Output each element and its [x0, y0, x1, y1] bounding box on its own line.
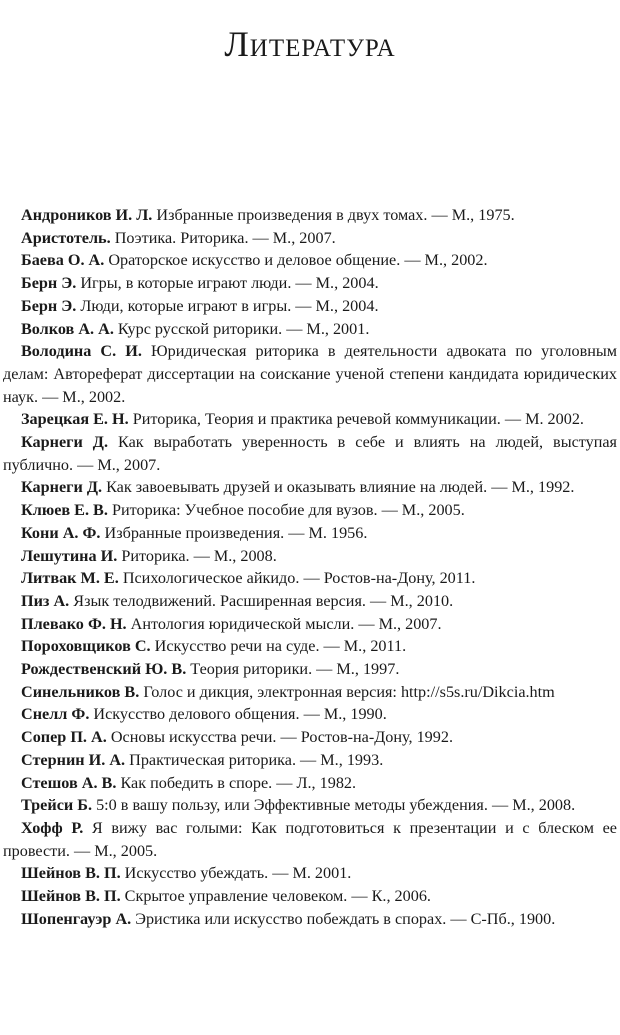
reference-item: [3, 635, 617, 658]
reference-text: Игры, в которые играют люди. — М., 2004.: [80, 274, 379, 293]
reference-author: Стернин И. А.: [21, 750, 126, 769]
reference-author: Аристотель.: [21, 228, 111, 247]
reference-text: 5:0 в вашу пользу, или Эффективные методы убеждения. — М., 2008.: [96, 796, 576, 815]
reference-item: [3, 227, 617, 250]
reference-text: Риторика, Теория и практика речевой коммуникации. — М. 2002.: [132, 410, 584, 429]
reference-author: Сопер П. А.: [21, 728, 107, 747]
reference-text: Юридическая риторика в деятельности адвоката по уголовным делам: Автореферат диссертации на соискание ученой степени кандидата юридических наук. — М., 2002.: [3, 342, 617, 406]
reference-text: Избранные произведения в двух томах. — М., 1975.: [156, 206, 515, 224]
reference-item: [3, 476, 617, 499]
reference-text: Риторика: Учебное пособие для вузов. — М., 2005.: [111, 501, 465, 520]
reference-text: Скрытое управление человеком. — К., 2006.: [124, 887, 431, 906]
reference-author: Пиз А.: [21, 591, 70, 610]
reference-item: [3, 295, 617, 318]
reference-list: [3, 204, 617, 931]
page-title: Литература: [224, 24, 396, 64]
reference-item: [3, 681, 617, 704]
reference-item: [3, 908, 617, 931]
reference-item: [3, 340, 617, 408]
reference-item: [3, 499, 617, 522]
reference-item: [3, 749, 617, 772]
reference-item: [3, 794, 617, 817]
reference-item: [3, 862, 617, 885]
reference-text: Я вижу вас голыми: Как подготовиться к презентации и с блеском ее провести. — М., 2005.: [3, 818, 617, 860]
reference-author: Клюев Е. В.: [21, 501, 108, 520]
reference-text: Риторика. — М., 2008.: [121, 546, 277, 565]
reference-author: Баева О. А.: [21, 251, 105, 270]
reference-author: Карнеги Д.: [21, 478, 103, 497]
reference-text: Искусство убеждать. — М. 2001.: [124, 864, 352, 883]
reference-author: Кони А. Ф.: [21, 523, 101, 542]
reference-item: [3, 703, 617, 726]
reference-text: Как завоевывать друзей и оказывать влияние на людей. — М., 1992.: [106, 478, 575, 497]
reference-author: Шопенгауэр А.: [21, 909, 132, 928]
reference-item: [3, 658, 617, 681]
reference-item: [3, 545, 617, 568]
reference-author: Шейнов В. П.: [21, 887, 121, 906]
reference-text: Ораторское искусство и деловое общение. — М., 2002.: [108, 251, 488, 270]
reference-text: Как победить в споре. — Л., 1982.: [120, 773, 357, 792]
reference-text: Поэтика. Риторика. — М., 2007.: [114, 228, 336, 247]
reference-text: Эристика или искусство побеждать в спорах. — С-Пб., 1900.: [135, 909, 556, 928]
reference-author: Синельников В.: [21, 682, 140, 701]
reference-item: [3, 272, 617, 295]
reference-author: Карнеги Д.: [21, 433, 108, 452]
reference-author: Литвак М. Е.: [21, 569, 119, 588]
reference-text: Искусство речи на суде. — М., 2011.: [154, 637, 407, 656]
reference-text: Язык телодвижений. Расширенная версия. — М., 2010.: [73, 591, 454, 610]
reference-text: Психологическое айкидо. — Ростов-на-Дону, 2011.: [122, 569, 476, 588]
reference-text: Теория риторики. — М., 1997.: [190, 660, 400, 679]
reference-text: Люди, которые играют в игры. — М., 2004.: [80, 296, 379, 315]
reference-author: Пороховщиков С.: [21, 637, 151, 656]
reference-author: Хофф Р.: [21, 818, 84, 837]
reference-author: Андроников И. Л.: [21, 206, 153, 224]
reference-text: Основы искусства речи. — Ростов-на-Дону, 1992.: [110, 728, 454, 747]
reference-item: [3, 726, 617, 749]
reference-item: [3, 318, 617, 341]
reference-item: [3, 431, 617, 476]
reference-item: [3, 772, 617, 795]
reference-author: Рождественский Ю. В.: [21, 660, 187, 679]
reference-item: [3, 249, 617, 272]
reference-text: Как выработать уверенность в себе и влиять на людей, выступая публично. — М., 2007.: [3, 433, 618, 474]
reference-item: [3, 567, 617, 590]
reference-text: Курс русской риторики. — М., 2001.: [117, 319, 370, 338]
reference-author: Трейси Б.: [21, 796, 93, 815]
reference-item: [3, 522, 617, 545]
reference-item: [3, 613, 617, 636]
reference-item: [3, 408, 617, 431]
reference-text: Искусство делового общения. — М., 1990.: [93, 705, 387, 724]
reference-author: Плевако Ф. Н.: [21, 614, 127, 633]
reference-text: Избранные произведения. — М. 1956.: [104, 523, 368, 542]
reference-author: Зарецкая Е. Н.: [21, 410, 129, 429]
reference-author: Снелл Ф.: [21, 705, 90, 724]
reference-item: [3, 204, 617, 227]
reference-author: Волков А. А.: [21, 319, 114, 338]
reference-item: [3, 817, 617, 862]
reference-text: Практическая риторика. — М., 1993.: [129, 750, 384, 769]
reference-author: Володина С. И.: [21, 342, 142, 361]
reference-item: [3, 885, 617, 908]
reference-author: Шейнов В. П.: [21, 864, 121, 883]
reference-author: Стешов А. В.: [21, 773, 117, 792]
reference-author: Лешутина И.: [21, 546, 118, 565]
reference-author: Берн Э.: [21, 274, 77, 293]
reference-text: Голос и дикция, электронная версия: http://s5s.ru/Dikcia.htm: [143, 682, 555, 701]
reference-item: [3, 590, 617, 613]
reference-author: Берн Э.: [21, 296, 77, 315]
reference-text: Антология юридической мысли. — М., 2007.: [130, 614, 442, 633]
